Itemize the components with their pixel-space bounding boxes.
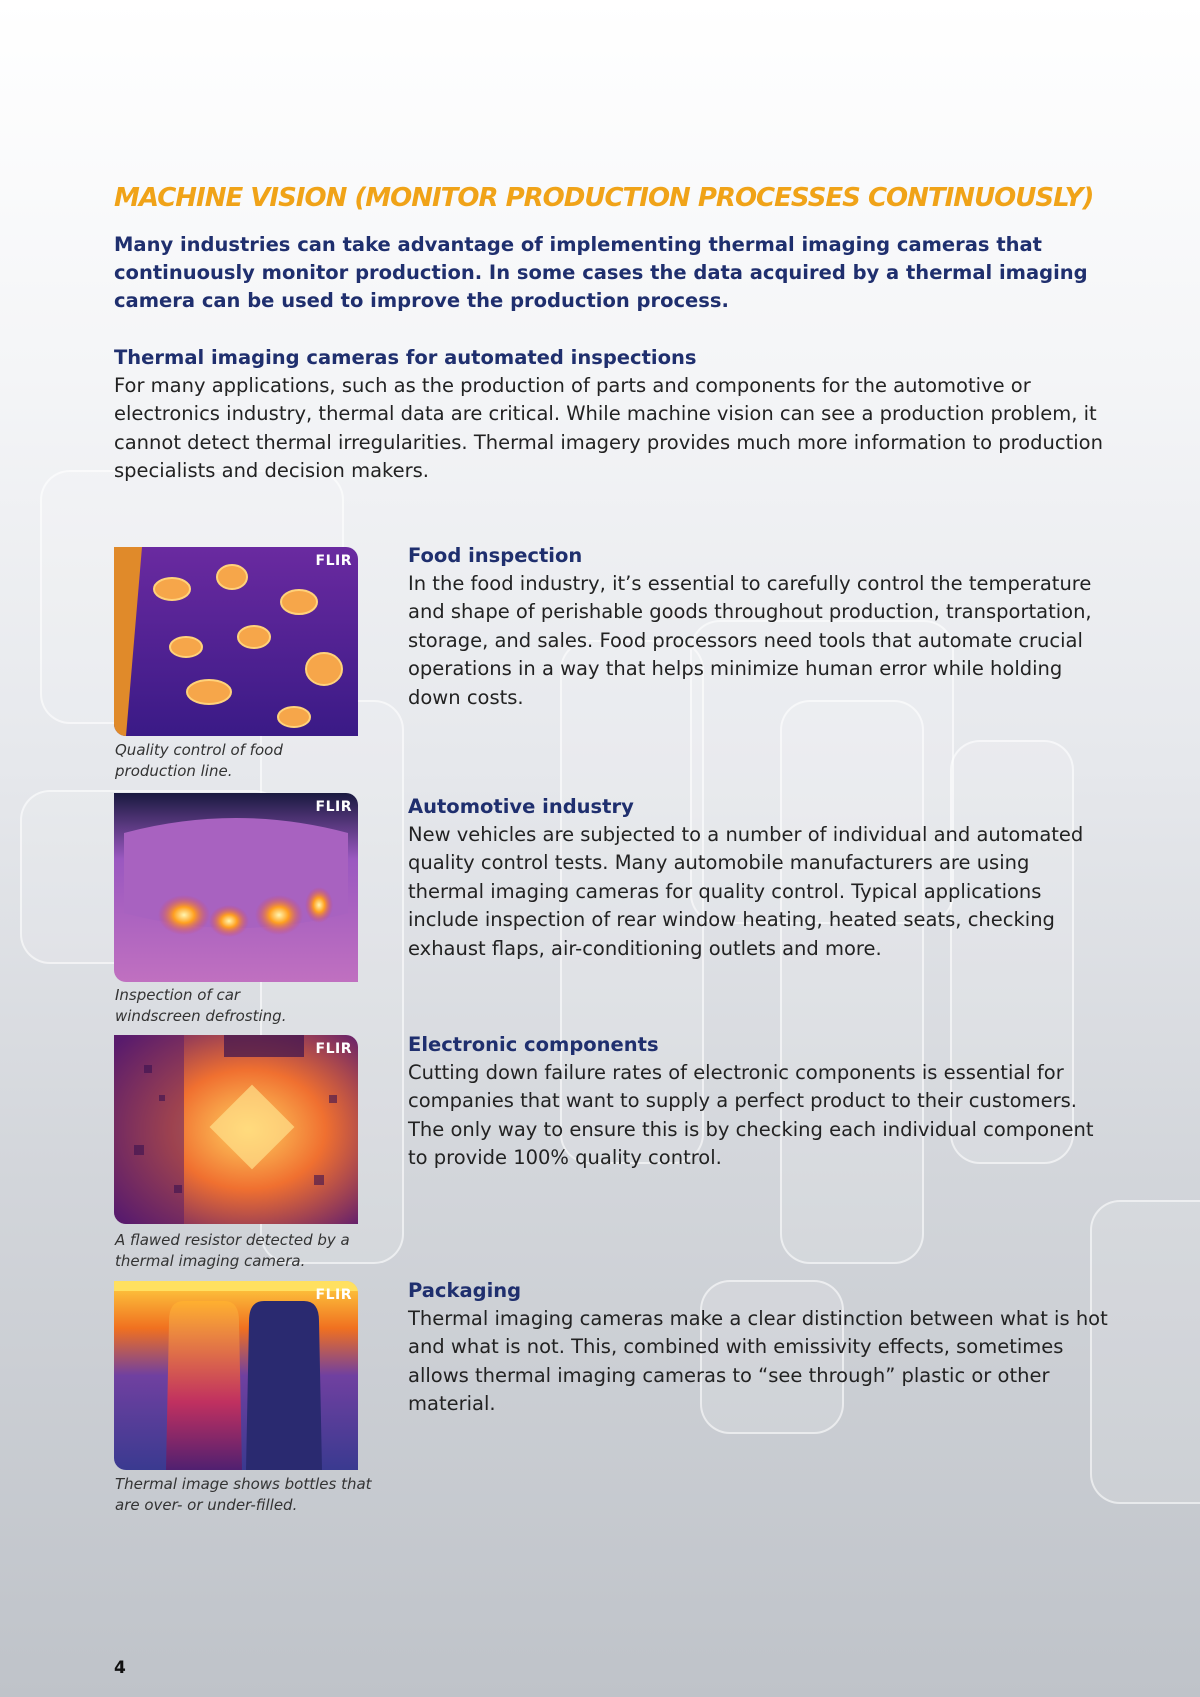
flir-logo: FLIR — [315, 553, 352, 569]
circuit-thermal-image — [114, 1035, 358, 1224]
page-title: MACHINE VISION (MONITOR PRODUCTION PROCESSES CONTINUOUSLY) — [114, 183, 1094, 213]
intro-paragraph: Many industries can take advantage of implementing thermal imaging cameras that continuously monitor production. In some cases the data acquired by a thermal imaging camera can be used to improve the production process. — [114, 233, 1088, 312]
car-caption-line1: Inspection of car — [115, 986, 241, 1004]
car-caption-line2: windscreen defrosting. — [115, 1006, 287, 1025]
flir-logo: FLIR — [315, 799, 352, 815]
automated-inspections-body: For many applications, such as the production of parts and components for the automotive or electronics industry, thermal data are critical. While machine vision can see a production problem, it cannot detect thermal irregularities. Thermal imagery provides much more information to production specialists and decision makers. — [114, 374, 1103, 483]
food-caption-line1: Quality control of food — [115, 741, 283, 759]
food-inspection-body: In the food industry, it’s essential to carefully control the temperature and shape of perishable goods throughout production, transportation, storage, and sales. Food processors need tools that automate crucial operations in a way that helps minimize human error while holding down costs. — [408, 572, 1092, 709]
packaging-body: Thermal imaging cameras make a clear distinction between what is hot and what is not. This, combined with emissivity effects, sometimes allows thermal imaging cameras to “see through” plastic or other material. — [408, 1307, 1108, 1416]
flir-logo: FLIR — [315, 1287, 352, 1303]
flir-logo: FLIR — [315, 1041, 352, 1057]
circuit-caption-line1: A flawed resistor detected by a — [115, 1231, 350, 1249]
car-thermal-image — [114, 793, 358, 982]
food-caption — [115, 740, 375, 781]
circuit-caption — [115, 1230, 375, 1271]
packaging-heading: Packaging — [408, 1279, 522, 1302]
automated-inspections-heading: Thermal imaging cameras for automated inspections — [114, 346, 697, 369]
bottles-caption — [115, 1474, 375, 1515]
food-inspection-heading: Food inspection — [408, 544, 583, 567]
circuit-caption-line2: thermal imaging camera. — [115, 1251, 306, 1270]
electronics-body: Cutting down failure rates of electronic components is essential for companies that want to supply a perfect product to their customers. The only way to ensure this is by checking each individual component to provide 100% quality control. — [408, 1061, 1094, 1170]
food-caption-line2: production line. — [115, 761, 233, 780]
automotive-heading: Automotive industry — [408, 795, 634, 818]
automotive-body: New vehicles are subjected to a number of individual and automated quality control tests. Many automobile manufacturers are using thermal imaging cameras for quality control. Typical applications include inspection of rear window heating, heated seats, checking exhaust flaps, air-conditioning outlets and more. — [408, 823, 1084, 960]
food-thermal-image — [114, 547, 358, 736]
page-number: 4 — [114, 1658, 126, 1678]
bottles-thermal-image — [114, 1281, 358, 1470]
car-caption — [115, 985, 375, 1026]
bottles-caption-line2: are over- or under-filled. — [115, 1495, 298, 1514]
electronics-heading: Electronic components — [408, 1033, 659, 1056]
bottles-caption-line1: Thermal image shows bottles that — [115, 1475, 372, 1493]
